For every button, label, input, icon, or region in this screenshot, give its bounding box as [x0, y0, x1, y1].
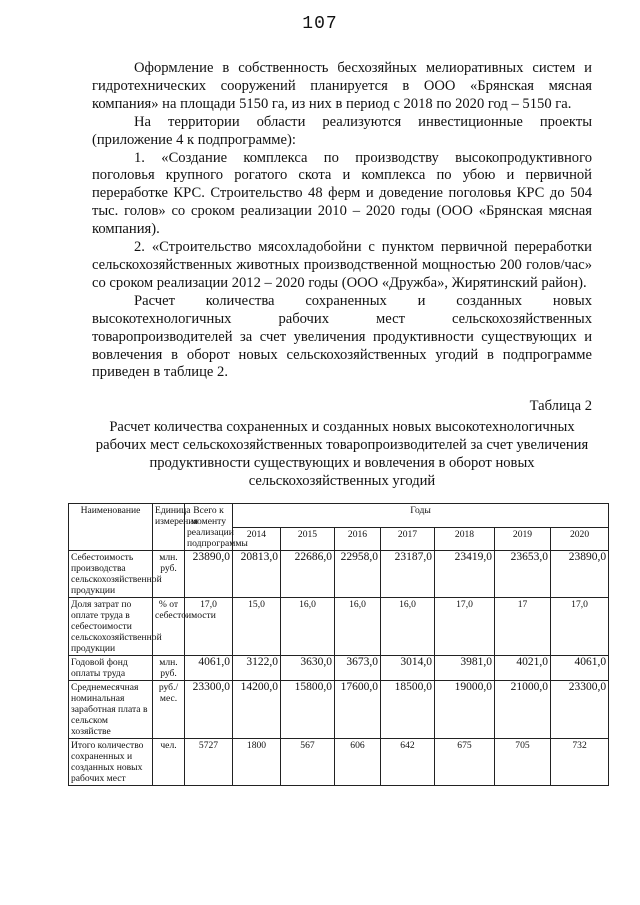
paragraph-project-2: 2. «Строительство мясохладобойни с пунктом первичной переработки сельскохозяйственных животных производственной мощностью 200 голов/час» со сроком реализации 2012 – 2020 годы (ООО «Дружба», Жирятинский район).	[92, 239, 592, 291]
row-value: 675	[435, 739, 495, 786]
row-value: 16,0	[381, 598, 435, 656]
row-total: 23300,0	[185, 681, 233, 739]
workplaces-table	[68, 503, 609, 786]
table-row	[69, 551, 609, 598]
body-text	[92, 60, 592, 382]
header-year: 2015	[281, 527, 335, 551]
row-value: 22958,0	[335, 551, 381, 598]
header-year: 2017	[381, 527, 435, 551]
row-value: 17,0	[551, 598, 609, 656]
page-number: 107	[302, 14, 338, 34]
header-name: Наименование	[69, 504, 153, 551]
table-row	[69, 598, 609, 656]
row-value: 3981,0	[435, 656, 495, 681]
header-year: 2014	[233, 527, 281, 551]
row-value: 20813,0	[233, 551, 281, 598]
row-value: 4061,0	[551, 656, 609, 681]
row-value: 3014,0	[381, 656, 435, 681]
row-value: 23890,0	[551, 551, 609, 598]
row-total: 17,0	[185, 598, 233, 656]
row-unit: руб./ мес.	[153, 681, 185, 739]
row-value: 17,0	[435, 598, 495, 656]
row-value: 1800	[233, 739, 281, 786]
header-year: 2020	[551, 527, 609, 551]
row-name: Итого количество сохраненных и созданных новых рабочих мест	[69, 739, 153, 786]
table-label: Таблица 2	[529, 398, 592, 414]
row-unit: % от себестоимости	[153, 598, 185, 656]
row-value: 606	[335, 739, 381, 786]
row-value: 18500,0	[381, 681, 435, 739]
row-value: 567	[281, 739, 335, 786]
row-value: 15800,0	[281, 681, 335, 739]
row-name: Себестоимость производства сельскохозяйственной продукции	[69, 551, 153, 598]
header-total: Всего к моменту реализации подпрограммы	[185, 504, 233, 551]
row-unit: млн. руб.	[153, 656, 185, 681]
paragraph-projects-intro: На территории области реализуются инвестиционные проекты (приложение 4 к подпрограмме):	[92, 113, 592, 148]
header-year: 2016	[335, 527, 381, 551]
table-row	[69, 739, 609, 786]
row-total: 23890,0	[185, 551, 233, 598]
header-unit: Единица измерения	[153, 504, 185, 551]
row-total: 4061,0	[185, 656, 233, 681]
row-value: 15,0	[233, 598, 281, 656]
row-name: Среднемесячная номинальная заработная плата в сельском хозяйстве	[69, 681, 153, 739]
header-year: 2019	[495, 527, 551, 551]
table-row	[69, 681, 609, 739]
row-unit: млн. руб.	[153, 551, 185, 598]
row-value: 14200,0	[233, 681, 281, 739]
row-value: 23653,0	[495, 551, 551, 598]
row-value: 22686,0	[281, 551, 335, 598]
row-value: 16,0	[281, 598, 335, 656]
row-total: 5727	[185, 739, 233, 786]
row-value: 732	[551, 739, 609, 786]
paragraph-ownership: Оформление в собственность бесхозяйных мелиоративных систем и гидротехнических сооружений планируется в ООО «Брянская мясная компания» на площади 5150 га, из них в период с 2018 по 2020 год – 5150 га.	[92, 60, 592, 112]
row-name: Доля затрат по оплате труда в себестоимости сельскохозяйственной продукции	[69, 598, 153, 656]
row-value: 4021,0	[495, 656, 551, 681]
row-value: 3630,0	[281, 656, 335, 681]
table-row	[69, 656, 609, 681]
row-value: 23300,0	[551, 681, 609, 739]
row-value: 17600,0	[335, 681, 381, 739]
row-value: 17	[495, 598, 551, 656]
row-value: 3673,0	[335, 656, 381, 681]
paragraph-calculation: Расчет количества сохраненных и созданных новых высокотехнологичных рабочих мест сельскохозяйственных товаропроизводителей за счет увеличения продуктивности существующих и вовлечения в оборот новых сельскохозяйственных угодий в подпрограмме приведен в таблице 2.	[92, 292, 592, 381]
paragraph-project-1: 1. «Создание комплекса по производству высокопродуктивного поголовья крупного рогатого скота и комплекса по убою и первичной переработке КРС. Строительство 48 ферм и доведение поголовья КРС до 504 тыс. голов» со сроком реализации 2010 – 2020 годы (ООО «Брянская мясная компания).	[92, 149, 592, 238]
row-value: 3122,0	[233, 656, 281, 681]
row-value: 23419,0	[435, 551, 495, 598]
row-value: 642	[381, 739, 435, 786]
row-value: 19000,0	[435, 681, 495, 739]
row-value: 705	[495, 739, 551, 786]
header-years: Годы	[233, 504, 609, 528]
row-unit: чел.	[153, 739, 185, 786]
row-value: 21000,0	[495, 681, 551, 739]
row-value: 23187,0	[381, 551, 435, 598]
row-value: 16,0	[335, 598, 381, 656]
table-title: Расчет количества сохраненных и созданных новых высокотехнологичных рабочих мест сельскохозяйственных товаропроизводителей за счет увеличения продуктивности существующих и вовлечения в оборот новых сельскохозяйственных угодий	[95, 419, 589, 489]
row-name: Годовой фонд оплаты труда	[69, 656, 153, 681]
table-header-row	[69, 504, 609, 528]
header-year: 2018	[435, 527, 495, 551]
